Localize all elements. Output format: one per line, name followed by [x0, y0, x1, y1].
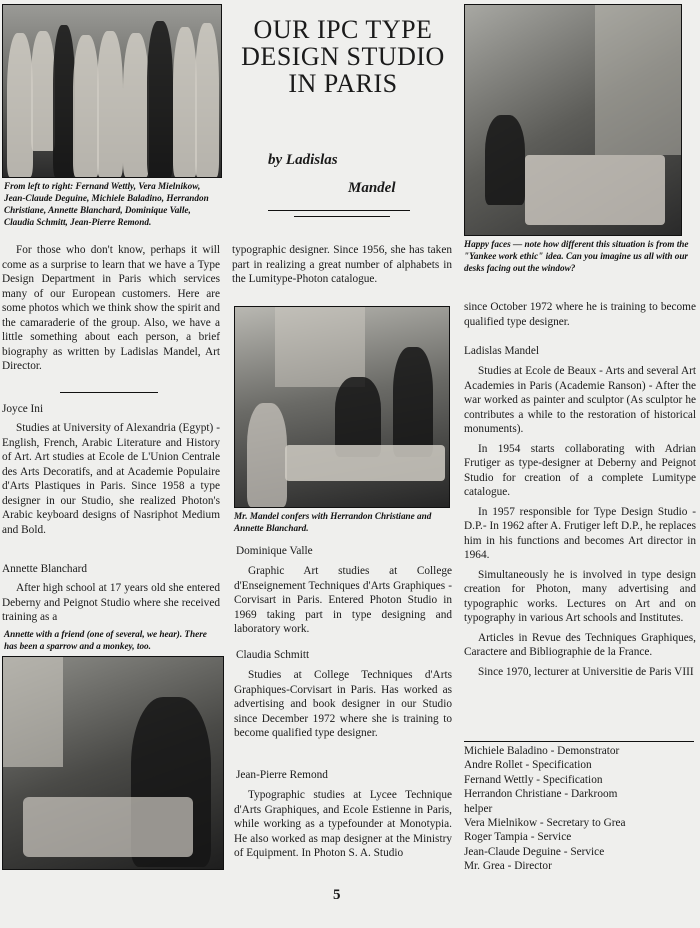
mandel-paragraph-4: Simultaneously he is involved in type design creation for Photon, many advertising and typographic works. Lectures on Art and on typography in various Art schools and Institutes. — [464, 568, 696, 624]
annette-paragraph: After high school at 17 years old she entered Deberny and Peignot Studio where she received training as a — [2, 582, 220, 623]
annette-photo-caption: Annette with a friend (one of several, we hear). There has been a sparrow and a monkey, too. — [4, 629, 207, 651]
staff-item: Michiele Baladino - Demonstrator — [464, 745, 620, 757]
byline-rule — [268, 210, 410, 211]
staff-item: Mr. Grea - Director — [464, 860, 552, 873]
intro-paragraph: For those who don't know, perhaps it will come as a surprise to learn that we have a Type Design Department in Paris which services many of our European customers. Here are some photos which we think show the spirit and the camaraderie of the group. Also, we have a little something about each person, a brief biography as written by Ladislas Mandel, Art Director. — [2, 244, 220, 372]
byline-first: by Ladislas — [268, 152, 338, 168]
staff-item: Andre Rollet - Specification — [464, 759, 592, 772]
studio-photo — [464, 4, 682, 236]
staff-item: Vera Mielnikow - Secretary to Grea — [464, 817, 626, 830]
mandel-paragraph-5: Articles in Revue des Techniques Graphiques, Caractere and Bibliographie de la France. — [464, 631, 696, 658]
annette-heading: Annette Blanchard — [2, 563, 88, 575]
mandel-paragraph-6: Since 1970, lecturer at Universitie de Paris VIII — [478, 665, 694, 678]
joyce-heading: Joyce Ini — [2, 403, 44, 415]
jp-paragraph: Typographic studies at Lycee Technique d'Arts Graphiques, and Ecole Estienne in Paris, while working as a typefounder at Monotypia. He also worked as map designer at the Ministry of Equipment. In Photon S. A. Studio — [234, 789, 452, 859]
claudia-paragraph: Studies at College Techniques d'Arts Graphiques-Corvisart in Paris. Has worked as advertising and book designer in our Studio since December 1972 where she is training to become qualified type designer. — [234, 669, 452, 739]
divider — [60, 392, 158, 393]
staff-item: helper — [464, 802, 493, 815]
col2-paragraph: typographic designer. Since 1956, she has taken part in realizing a great number of alphabets in the Lumitype-Photon catalogue. — [232, 244, 452, 285]
staff-rule — [464, 741, 694, 742]
byline-rule-2 — [294, 216, 390, 217]
article-title: OUR IPC TYPE DESIGN STUDIO IN PARIS — [241, 15, 445, 98]
annette-photo — [2, 656, 224, 870]
staff-item: Fernand Wettly - Specification — [464, 773, 603, 786]
dominique-paragraph: Graphic Art studies at College d'Enseignement Techniques d'Arts Graphiques - Corvisart in Paris. Entered Photon Studio in 1969 taking part in type designing and laboratory work. — [234, 565, 452, 635]
dominique-bio — [234, 564, 452, 642]
joyce-paragraph: Studies at University of Alexandria (Egypt) - English, French, Arabic Literature and History of Art. Art studies at Ecole de L'Union Centrale des Arts Decoratifs, and at Academie Populaire d'Arts Plastiques in Paris. Since 1958 a type designer in our Studio, she realized Photon's Arabic keyboard designs of Nasriphot Medium and Bold. — [2, 422, 220, 536]
staff-item: Roger Tampia - Service — [464, 831, 572, 844]
group-photo — [2, 4, 222, 178]
jp-bio — [234, 788, 452, 866]
page-number: 5 — [333, 887, 341, 903]
dominique-heading: Dominique Valle — [236, 545, 313, 557]
staff-item: Herrandon Christiane - Darkroom — [464, 788, 618, 801]
mandel-paragraph-1: Studies at Ecole de Beaux - Arts and several Art Academies in Paris (Academie Ranson) - After the war worked as painter and sculptor (As sculptor he contributes a while to the restoration of historical monuments). — [464, 365, 696, 435]
group-photo-caption: From left to right: Fernand Wettly, Vera Mielnikow, Jean-Claude Deguine, Michiele Baladino, Herrandon Christiane, Annette Blanchard, Dominique Valle, Claudia Schmitt, Jean-Pierre Remond. — [4, 181, 209, 227]
col2-top-text — [232, 243, 452, 292]
mandel-photo-caption: Mr. Mandel confers with Herrandon Christiane and Annette Blanchard. — [234, 511, 432, 533]
col3-paragraph: since October 1972 where he is training to become qualified type designer. — [464, 301, 696, 328]
staff-list — [464, 744, 696, 874]
intro-text — [2, 243, 220, 379]
col3-top-text — [464, 300, 696, 334]
staff-item: Jean-Claude Deguine - Service — [464, 845, 605, 858]
mandel-paragraph-2: In 1954 starts collaborating with Adrian Frutiger as type-designer at Deberny and Peignot Studio for creation of a complete Lumitype catalogue. — [464, 442, 696, 498]
jp-heading: Jean-Pierre Remond — [236, 769, 328, 781]
claudia-bio — [234, 668, 452, 746]
annette-bio — [2, 581, 220, 630]
claudia-heading: Claudia Schmitt — [236, 649, 310, 661]
joyce-bio — [2, 421, 220, 542]
mandel-photo — [234, 306, 450, 508]
byline-last: Mandel — [348, 180, 396, 196]
mandel-paragraph-3: In 1957 responsible for Type Design Studio -D.P.- In 1962 after A. Frutiger left D.P., he replaces him in his functions and becomes Art director in 1964. — [464, 505, 696, 561]
mandel-bio — [464, 364, 696, 684]
studio-photo-caption: Happy faces — note how different this situation is from the "Yankee work ethic" idea. Can you imagine us all with our desks facing out the window? — [464, 239, 689, 273]
mandel-heading: Ladislas Mandel — [464, 345, 539, 357]
